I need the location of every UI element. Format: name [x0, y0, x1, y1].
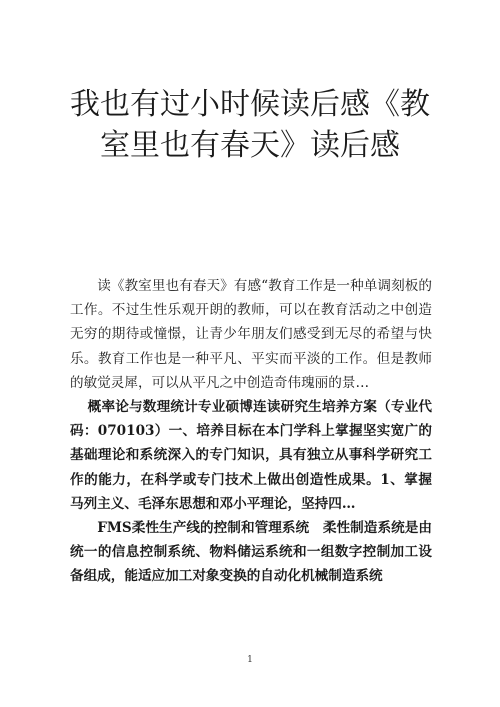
document-title: 我也有过小时候读后感《教室里也有春天》读后感: [70, 87, 430, 163]
paragraph-2: 概率论与数理统计专业硕博连读研究生培养方案（专业代码：070103）一、培养目标在本门学科上掌握坚实宽广的基础理论和系统深入的专门知识，具有独立从事科学研究工作的能力，在科学或专门技术上做出创造性成果。1、掌握马列主义、毛泽东思想和邓小平理论，坚持四…: [70, 399, 432, 512]
paragraph-1: 读《教室里也有春天》有感“教育工作是一种单调刻板的工作。不过生性乐观开朗的教师，可以在教育活动之中创造无穷的期待或憧憬，让青少年朋友们感受到无尽的希望与快乐。教育工作也是一种平凡、平实而平淡的工作。但是教师的敏觉灵犀，可以从平凡之中创造奇伟瑰丽的景…: [70, 278, 432, 391]
document-body: [70, 274, 432, 589]
paragraph-3: FMS柔性生产线的控制和管理系统 柔性制造系统是由统一的信息控制系统、物料储运系统和一组数字控制加工设备组成，能适应加工对象变换的自动化机械制造系统: [70, 520, 432, 585]
page-number: 1: [247, 655, 253, 665]
